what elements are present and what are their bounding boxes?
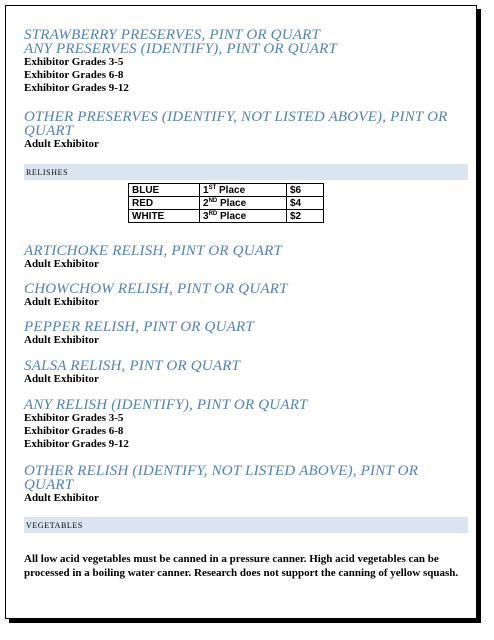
entry-heading: ANY RELISH (IDENTIFY), PINT OR QUART (24, 397, 308, 413)
entry-heading: STRAWBERRY PRESERVES, PINT OR QUART (24, 27, 321, 43)
entry-heading: QUART (24, 477, 74, 493)
entry-class: Exhibitor Grades 3-5 (24, 412, 124, 424)
entry-block (24, 282, 288, 309)
entry-class: Exhibitor Grades 9-12 (24, 438, 129, 450)
place-cell: 2ND Place (200, 197, 287, 210)
prize-amount: $6 (287, 184, 324, 197)
entry-block (24, 244, 282, 271)
entry-heading: OTHER RELISH (IDENTIFY, NOT LISTED ABOVE), PINT OR (24, 463, 419, 479)
vegetables-paragraph: All low acid vegetables must be canned in a pressure canner. High acid vegetables can be processed in a boiling water canner. Research does not support the canning of yellow squash. (24, 553, 459, 579)
ribbon-color: WHITE (129, 210, 200, 223)
entry-block (24, 359, 240, 386)
ribbon-color: BLUE (129, 184, 200, 197)
section-header-vegetables (24, 517, 468, 533)
entry-block (24, 398, 308, 451)
entry-block (24, 464, 418, 505)
place-cell: 1ST Place (200, 184, 287, 197)
table-row (129, 210, 324, 223)
table-row (129, 184, 324, 197)
entry-block (24, 28, 337, 95)
entry-block (24, 320, 254, 347)
entry-class: Adult Exhibitor (24, 334, 99, 346)
prize-amount: $4 (287, 197, 324, 210)
entry-heading: QUART (24, 123, 74, 139)
entry-heading: ARTICHOKE RELISH, PINT OR QUART (24, 243, 283, 259)
entry-class: Exhibitor Grades 6-8 (24, 69, 124, 81)
entry-block (24, 110, 448, 151)
place-cell: 3RD Place (200, 210, 287, 223)
entry-class: Adult Exhibitor (24, 373, 99, 385)
entry-class: Adult Exhibitor (24, 296, 99, 308)
entry-heading: CHOWCHOW RELISH, PINT OR QUART (24, 281, 288, 297)
ribbon-color: RED (129, 197, 200, 210)
prize-amount: $2 (287, 210, 324, 223)
entry-heading: ANY PRESERVES (IDENTIFY), PINT OR QUART (24, 41, 338, 57)
entry-class: Exhibitor Grades 9-12 (24, 82, 129, 94)
section-title: VEGETABLES (26, 521, 83, 530)
entry-heading: PEPPER RELISH, PINT OR QUART (24, 319, 254, 335)
entry-class: Adult Exhibitor (24, 492, 99, 504)
entry-class: Adult Exhibitor (24, 258, 99, 270)
prize-table (128, 183, 324, 223)
entry-class: Exhibitor Grades 6-8 (24, 425, 124, 437)
entry-heading: SALSA RELISH, PINT OR QUART (24, 358, 241, 374)
table-row (129, 197, 324, 210)
section-title: RELISHES (26, 168, 69, 177)
section-header-relishes (24, 164, 468, 180)
entry-class: Adult Exhibitor (24, 138, 99, 150)
entry-class: Exhibitor Grades 3-5 (24, 56, 124, 68)
entry-heading: OTHER PRESERVES (IDENTIFY, NOT LISTED ABOVE), PINT OR (24, 109, 448, 125)
